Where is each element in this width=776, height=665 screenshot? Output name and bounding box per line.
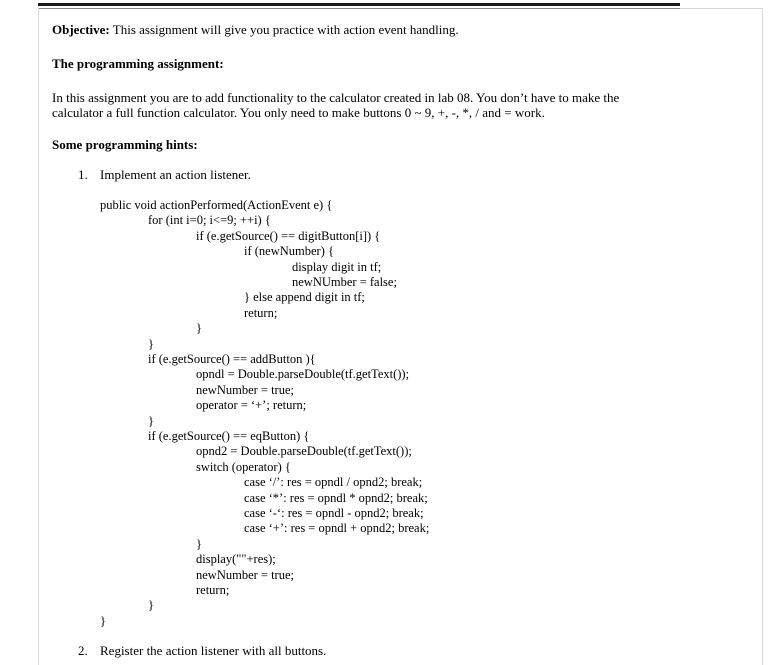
step-2-number: 2. <box>78 643 88 658</box>
objective-paragraph <box>52 22 459 37</box>
code-line: if (newNumber) { <box>244 244 334 258</box>
step-1-text: Implement an action listener. <box>100 167 251 182</box>
objective-text: This assignment will give you practice with action event handling. <box>109 22 459 37</box>
code-line: } <box>148 337 154 351</box>
step-2-text: Register the action listener with all buttons. <box>100 643 327 658</box>
top-rule <box>38 3 680 6</box>
code-line: } <box>148 414 154 428</box>
intro-line-1: In this assignment you are to add functionality to the calculator created in lab 08. You don’t have to make the <box>52 90 620 105</box>
step-1-number: 1. <box>78 167 88 182</box>
code-line: if (e.getSource() == digitButton[i]) { <box>196 229 381 243</box>
code-line: } else append digit in tf; <box>244 290 365 304</box>
code-line: case ‘+’: res = opndl + opnd2; break; <box>244 521 430 535</box>
code-line: return; <box>196 583 230 597</box>
code-line: if (e.getSource() == addButton ){ <box>148 352 316 366</box>
code-line: newNUmber = false; <box>292 275 397 289</box>
code-line: operator = ‘+’; return; <box>196 398 307 412</box>
code-line: case ‘-‘: res = opndl - opnd2; break; <box>244 506 424 520</box>
code-line: case ‘/’: res = opndl / opnd2; break; <box>244 475 423 489</box>
code-line: } <box>196 537 202 551</box>
code-line: newNumber = true; <box>196 568 294 582</box>
page-border-left <box>38 8 39 665</box>
intro-line-2: calculator a full function calculator. You only need to make buttons 0 ~ 9, +, -, *, / and = work. <box>52 105 545 120</box>
top-rule-thin <box>38 8 680 9</box>
code-line: return; <box>244 306 278 320</box>
hints-heading: Some programming hints: <box>52 137 198 152</box>
code-line: opnd2 = Double.parseDouble(tf.getText()); <box>196 444 412 458</box>
code-line: opndl = Double.parseDouble(tf.getText()); <box>196 367 410 381</box>
code-line: } <box>196 321 202 335</box>
assignment-heading: The programming assignment: <box>52 56 224 71</box>
code-line: } <box>148 598 154 612</box>
code-line: display(""+res); <box>196 552 276 566</box>
code-line: newNumber = true; <box>196 383 294 397</box>
code-line: if (e.getSource() == eqButton) { <box>148 429 310 443</box>
code-line: } <box>100 614 106 628</box>
code-line: switch (operator) { <box>196 460 291 474</box>
code-line: case ‘*’: res = opndl * opnd2; break; <box>244 491 428 505</box>
objective-label: Objective: <box>52 22 110 37</box>
page-border-top <box>680 8 763 9</box>
code-line: display digit in tf; <box>292 260 382 274</box>
code-line: public void actionPerformed(ActionEvent e) { <box>100 198 333 212</box>
page-border-right <box>762 8 763 665</box>
code-line: for (int i=0; i<=9; ++i) { <box>148 213 271 227</box>
